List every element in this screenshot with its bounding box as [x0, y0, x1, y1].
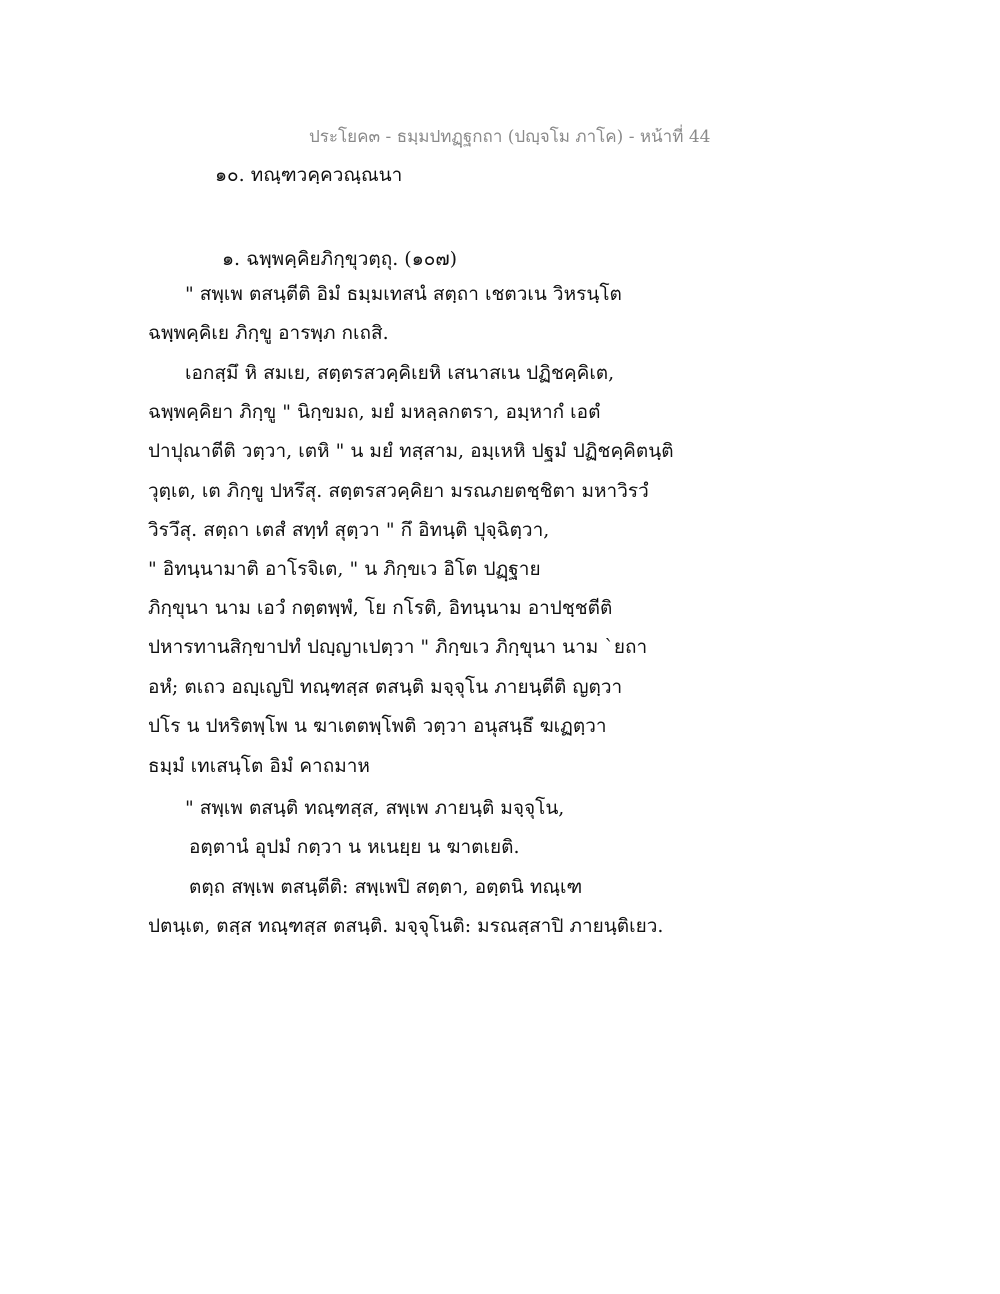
- chapter-title: ๑๐. ทณฺฑวคฺควณฺณนา: [215, 164, 403, 186]
- body-line: ปาปุณาตีติ วตฺวา, เตหิ " น มยํ ทสฺสาม, อมฺเหหิ ปฐมํ ปฏิชคฺคิตนฺติ: [148, 440, 674, 462]
- verse-line: อตฺตานํ อุปมํ กตฺวา น หเนยฺย น ฆาตเยติ.: [189, 836, 520, 858]
- body-line: ปตนฺเต, ตสฺส ทณฺฑสฺส ตสนฺติ. มจฺจุโนติ: มรณสฺสาปิ ภายนฺติเยว.: [148, 915, 664, 937]
- story-title: ๑. ฉพฺพคฺคิยภิกฺขุวตฺถุ. (๑๐๗): [222, 248, 458, 270]
- body-line: ฉพฺพคฺคิยา ภิกฺขู " นิกฺขมถ, มยํ มหลฺลกตรา, อมฺหากํ เอตํ: [148, 401, 601, 423]
- running-header: ประโยค๓ - ธมฺมปทฏฺฐกถา (ปญฺจโม ภาโค) - หน้าที่ 44: [309, 127, 711, 147]
- body-line: เอกสฺมึ หิ สมเย, สตฺตรสวคฺคิเยหิ เสนาสเน ปฏิชคฺคิเต,: [185, 362, 615, 384]
- body-line: ภิกฺขุนา นาม เอวํ กตฺตพฺพํ, โย กโรติ, อิทนฺนาม อาปชฺชตีติ: [148, 597, 613, 619]
- verse-line: " สพฺเพ ตสนฺติ ทณฺฑสฺส, สพฺเพ ภายนฺติ มจฺจุโน,: [185, 797, 565, 819]
- body-line: อหํ; ตเถว อญฺเญปิ ทณฺฑสฺส ตสนฺติ มจฺจุโน ภายนฺตีติ ญตฺวา: [148, 676, 623, 698]
- body-line: ปหารทานสิกฺขาปทํ ปญฺญาเปตฺวา " ภิกฺขเว ภิกฺขุนา นาม `ยถา: [148, 636, 648, 658]
- body-line: ตตฺถ สพฺเพ ตสนฺตีติ: สพฺเพปิ สตฺตา, อตฺตนิ ทณฺเฑ: [189, 876, 583, 898]
- body-line: " สพฺเพ ตสนฺตีติ อิมํ ธมฺมเทสนํ สตฺถา เชตวเน วิหรนฺโต: [185, 283, 622, 305]
- body-line: " อิทนฺนามาติ อาโรจิเต, " น ภิกฺขเว อิโต ปฏฺฐาย: [148, 558, 541, 580]
- body-line: ปโร น ปหริตพฺโพ น ฆาเตตพฺโพติ วตฺวา อนุสนฺธึ ฆเฏตฺวา: [148, 715, 607, 737]
- body-line: ฉพฺพคฺคิเย ภิกฺขู อารพฺภ กเถสิ.: [148, 322, 389, 344]
- body-line: ธมฺมํ เทเสนฺโต อิมํ คาถมาห: [148, 755, 370, 777]
- body-line: วุตฺเต, เต ภิกฺขู ปหรึสุ. สตฺตรสวคฺคิยา มรณภยตชฺชิตา มหาวิรวํ: [148, 480, 649, 502]
- body-line: วิรวึสุ. สตฺถา เตสํ สทฺทํ สุตฺวา " กึ อิทนฺติ ปุจฺฉิตฺวา,: [148, 519, 550, 541]
